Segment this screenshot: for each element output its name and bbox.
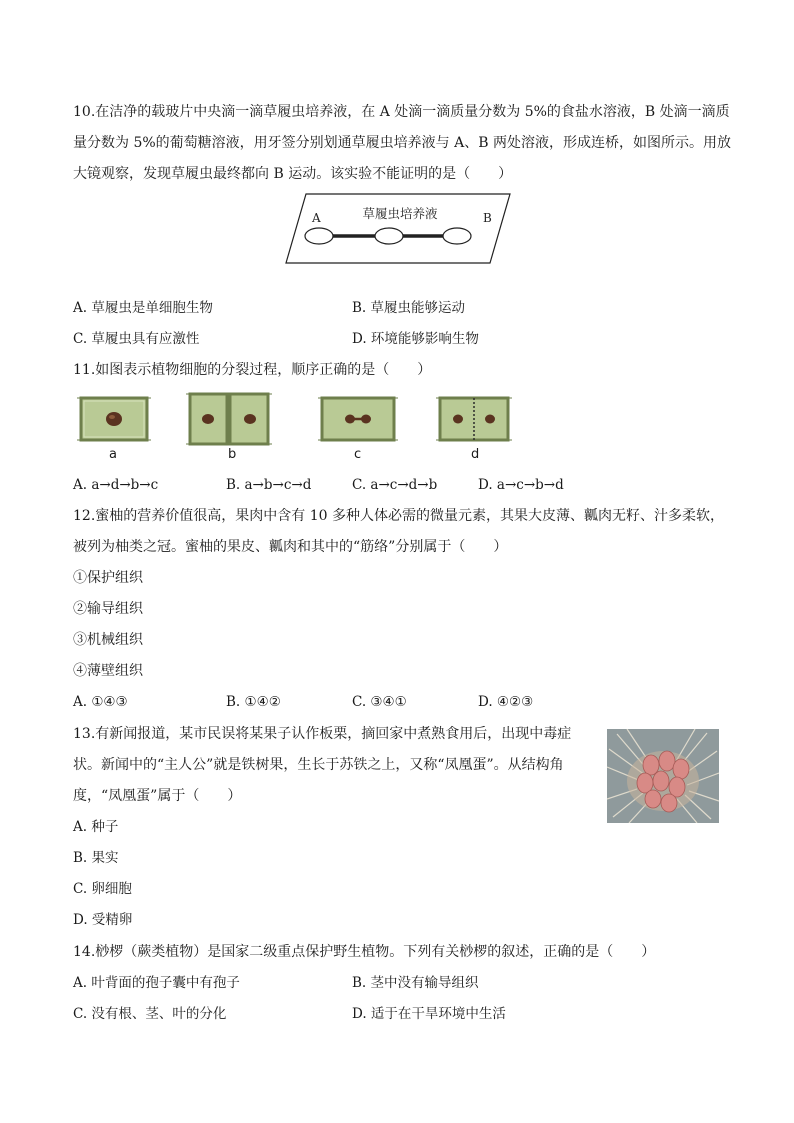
q11-stem: 11.如图表示植物细胞的分裂过程，顺序正确的是（ ） (73, 362, 432, 378)
q10-option-c[interactable]: C. 草履虫具有应激性 (73, 331, 200, 347)
q12-option-a[interactable]: A. ①④③ (73, 694, 128, 710)
q13-stem-line-2: 状。新闻中的“主人公”就是铁树果，生长于苏铁之上，又称“凤凰蛋”。从结构角 (73, 757, 564, 773)
q12-item-1: ①保护组织 (73, 570, 143, 586)
q12-option-b[interactable]: B. ①④② (226, 694, 281, 710)
cell-label-c: c (354, 447, 362, 462)
q11-option-c[interactable]: C. a→c→d→b (352, 477, 438, 493)
q11-option-b[interactable]: B. a→b→c→d (226, 477, 312, 493)
q14-option-d[interactable]: D. 适于在干旱环境中生活 (352, 1006, 506, 1022)
q14-option-a[interactable]: A. 叶背面的孢子囊中有孢子 (73, 975, 240, 991)
q10-figure-label-b: B (483, 211, 492, 225)
q10-stem-line-2: 量分数为 5%的葡萄糖溶液，用牙签分别划通草履虫培养液与 A、B 两处溶液，形成连桥，如图所示。用放 (73, 135, 731, 151)
q12-option-d[interactable]: D. ④②③ (478, 694, 534, 710)
q12-item-4: ④薄壁组织 (73, 663, 143, 679)
cell-image-b (186, 390, 272, 448)
cell-image-c (316, 392, 400, 446)
cell-label-d: d (471, 447, 480, 462)
q10-figure-title: 草履虫培养液 (362, 206, 438, 221)
q12-stem-line-2: 被列为柚类之冠。蜜柚的果皮、瓤肉和其中的“筋络”分别属于（ ） (73, 539, 508, 555)
q13-option-c[interactable]: C. 卵细胞 (73, 881, 132, 897)
q14-option-b[interactable]: B. 茎中没有输导组织 (352, 975, 479, 991)
q13-option-b[interactable]: B. 果实 (73, 850, 119, 866)
phoenix-egg-photo (607, 729, 719, 823)
q13-stem-line-3: 度，“凤凰蛋”属于（ ） (73, 788, 242, 804)
q10-option-b[interactable]: B. 草履虫能够运动 (352, 300, 466, 316)
q10-option-d[interactable]: D. 环境能够影响生物 (352, 331, 479, 347)
q11-option-d[interactable]: D. a→c→b→d (478, 477, 564, 493)
q10-option-a[interactable]: A. 草履虫是单细胞生物 (73, 300, 213, 316)
q13-stem-line-1: 13.有新闻报道，某市民误将某果子认作板栗，摘回家中煮熟食用后，出现中毒症 (73, 726, 572, 742)
cell-label-a: a (109, 447, 117, 462)
q11-option-a[interactable]: A. a→d→b→c (73, 477, 159, 493)
q12-item-2: ②输导组织 (73, 601, 143, 617)
q10-stem-line-3: 大镜观察，发现草履虫最终都向 B 运动。该实验不能证明的是（ ） (73, 166, 513, 182)
cell-image-a (75, 392, 153, 446)
q14-option-c[interactable]: C. 没有根、茎、叶的分化 (73, 1006, 227, 1022)
q10-stem-line-1: 10.在洁净的载玻片中央滴一滴草履虫培养液，在 A 处滴一滴质量分数为 5%的食盐水溶液，B 处滴一滴质 (73, 104, 730, 120)
q10-figure-label-a: A (312, 211, 321, 225)
cell-label-b: b (228, 447, 237, 462)
q13-option-a[interactable]: A. 种子 (73, 819, 119, 835)
cell-image-d (434, 392, 514, 446)
q12-option-c[interactable]: C. ③④① (352, 694, 407, 710)
q12-item-3: ③机械组织 (73, 632, 143, 648)
q13-option-d[interactable]: D. 受精卵 (73, 912, 133, 928)
q14-stem: 14.桫椤（蕨类植物）是国家二级重点保护野生植物。下列有关桫椤的叙述，正确的是（ ） (73, 944, 656, 960)
q12-stem-line-1: 12.蜜柚的营养价值很高，果肉中含有 10 多种人体必需的微量元素，其果大皮薄、瓤肉无籽、汁多柔软， (73, 508, 724, 524)
q10-slide-diagram (284, 191, 514, 266)
